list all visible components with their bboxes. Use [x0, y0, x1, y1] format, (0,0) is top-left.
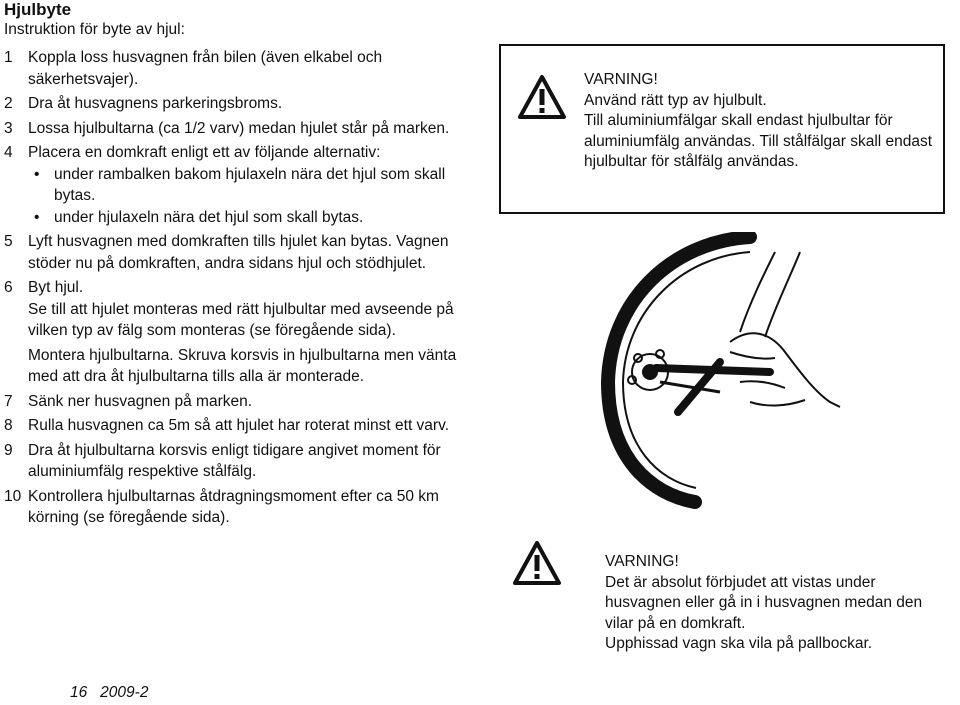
step-text: Byt hjul.	[28, 279, 84, 296]
warning-line: Upphissad vagn ska vila på pallbockar.	[605, 635, 873, 652]
step-item	[4, 142, 460, 228]
step-item	[4, 47, 460, 90]
step-text: Lossa hjulbultarna (ca 1/2 varv) medan hjulet står på marken.	[28, 119, 450, 137]
step-item	[4, 486, 460, 529]
step-text: Dra åt husvagnens parkeringsbroms.	[28, 95, 283, 112]
bullet-dot-icon: •	[34, 165, 40, 183]
step-paragraph: Se till att hjulet monteras med rätt hjulbultar med avseende på vilken typ av fälg som monteras (se föregående sida).	[28, 300, 454, 339]
warning-line: Till aluminiumfälgar skall endast hjulbultar för aluminiumfälg användas. Till stålfälgar skall endast hjulbultar för stålfälg användas.	[584, 112, 933, 170]
step-text: Lyft husvagnen med domkraften tills hjulet kan bytas. Vagnen stöder nu på domkraften, andra sidans hjul och stödhjulet.	[28, 233, 449, 272]
instruction-list	[4, 47, 460, 532]
warning-heading: VARNING!	[584, 71, 658, 88]
step-number: 1	[4, 49, 13, 66]
bullet-text: under hjulaxeln nära det hjul som skall bytas.	[54, 208, 364, 226]
step-item	[4, 391, 460, 413]
bullet-dot-icon: •	[34, 208, 40, 226]
warning-line: Det är absolut förbjudet att vistas under husvagnen eller gå in i husvagnen medan den vilar på en domkraft.	[605, 573, 923, 632]
bullet-item	[34, 207, 460, 229]
warning-heading: VARNING!	[605, 553, 679, 570]
step-number: 2	[4, 95, 13, 112]
bullet-item	[34, 164, 460, 207]
step-number: 10	[4, 487, 22, 505]
step-number: 4	[4, 144, 13, 161]
step-item	[4, 415, 460, 437]
step-item	[4, 231, 460, 274]
step-number: 9	[4, 441, 13, 459]
step-number: 3	[4, 119, 13, 137]
page-subtitle: Instruktion för byte av hjul:	[4, 21, 185, 38]
step-text: Kontrollera hjulbultarnas åtdragningsmoment efter ca 50 km körning (se föregående sida).	[28, 487, 439, 526]
step-text: Dra åt hjulbultarna korsvis enligt tidigare angivet moment för aluminiumfälg respektive stålfälg.	[28, 441, 441, 480]
step-text: Rulla husvagnen ca 5m så att hjulet har roterat minst ett varv.	[28, 417, 449, 434]
step-number: 5	[4, 233, 13, 250]
step-item	[4, 93, 460, 115]
step-text: Placera en domkraft enligt ett av följande alternativ:	[28, 144, 381, 161]
step-text: Koppla loss husvagnen från bilen (även elkabel och säkerhetsvajer).	[28, 49, 383, 88]
warning-triangle-icon	[512, 540, 562, 586]
warning-text-jack	[605, 552, 945, 655]
document-version: 2009-2	[100, 684, 149, 701]
page-number: 16	[70, 684, 88, 701]
step-paragraph: Montera hjulbultarna. Skruva korsvis in hjulbultarna men vänta med att dra åt hjulbultarna tills alla är monterade.	[28, 346, 457, 385]
warning-triangle-icon	[517, 74, 567, 120]
warning-line: Använd rätt typ av hjulbult.	[584, 91, 767, 109]
step-item	[4, 440, 460, 483]
warning-text	[584, 70, 939, 173]
page-title: Hjulbyte	[4, 0, 72, 19]
bullet-text: under rambalken bakom hjulaxeln nära det hjul som skall bytas.	[54, 165, 446, 204]
wheel-change-illustration	[600, 232, 845, 517]
step-number: 8	[4, 417, 13, 434]
step-number: 6	[4, 279, 13, 296]
step-number: 7	[4, 392, 13, 410]
warning-box-wheel-bolts	[499, 44, 945, 214]
step-item	[4, 277, 460, 388]
page-footer	[70, 684, 148, 702]
step-text: Sänk ner husvagnen på marken.	[28, 392, 253, 410]
step-item	[4, 118, 460, 140]
